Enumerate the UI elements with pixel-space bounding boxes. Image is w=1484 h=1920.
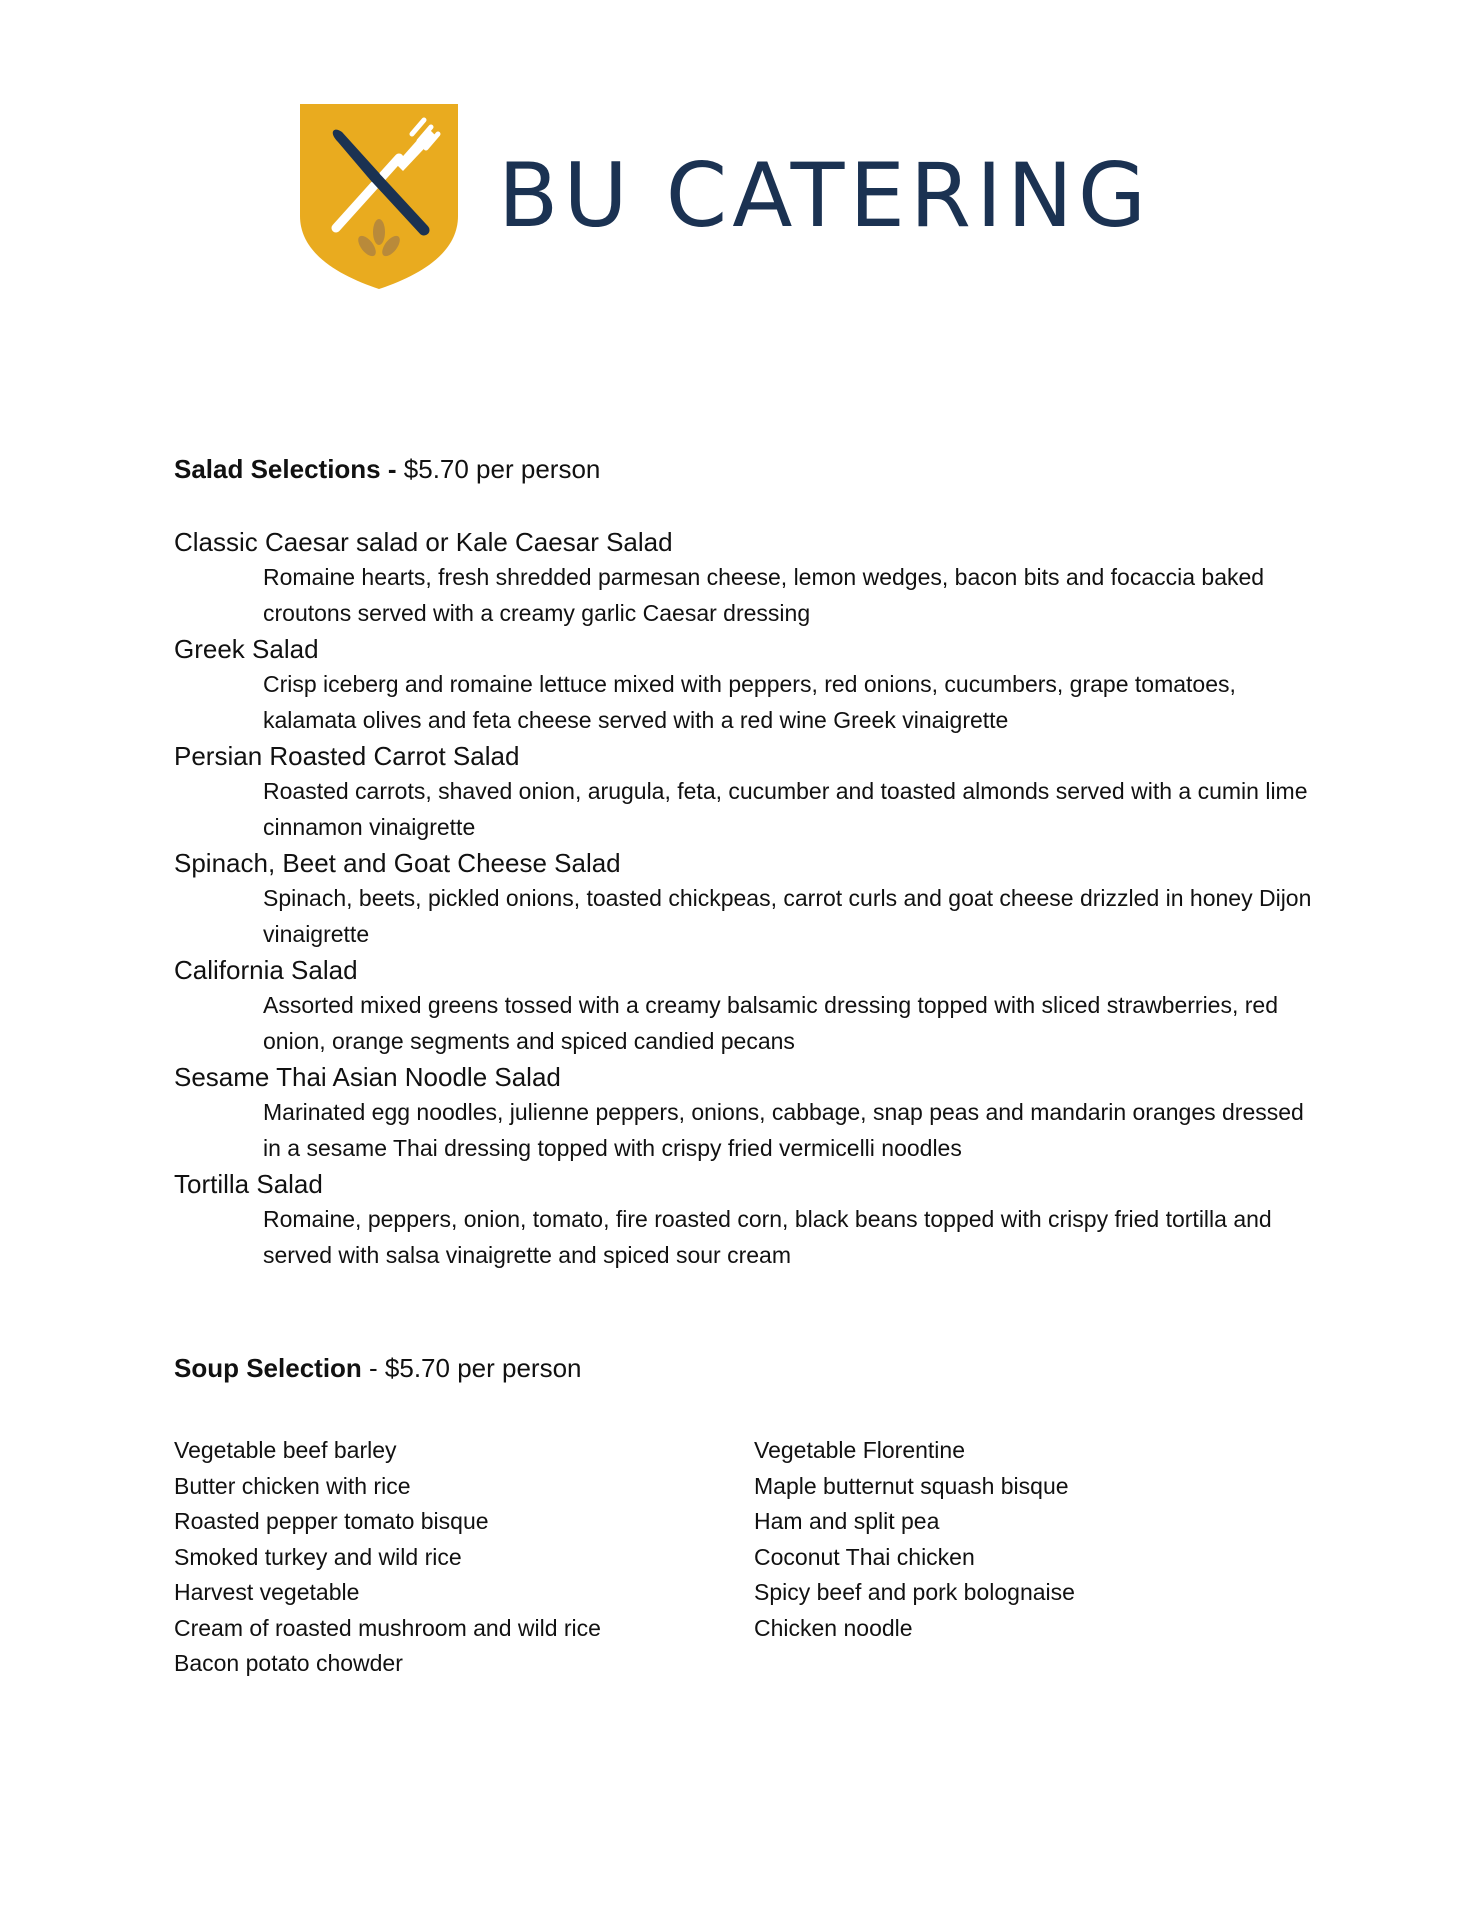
soup-column-right bbox=[754, 1433, 1334, 1682]
soup-item: Cream of roasted mushroom and wild rice bbox=[174, 1614, 601, 1641]
salad-name: Tortilla Salad bbox=[174, 1169, 323, 1199]
salad-item bbox=[174, 524, 1334, 631]
salad-name: Persian Roasted Carrot Salad bbox=[174, 741, 520, 771]
shield-shape bbox=[300, 104, 458, 289]
soup-item: Vegetable beef barley bbox=[174, 1437, 397, 1463]
wheat-leaf bbox=[373, 219, 385, 245]
soup-item: Coconut Thai chicken bbox=[754, 1543, 975, 1570]
salad-description: Crisp iceberg and romaine lettuce mixed with peppers, red onions, cucumbers, grape tomatoes, kalamata olives and feta cheese served with a red wine Greek vinaigrette bbox=[263, 671, 1236, 733]
salad-heading-price: $5.70 per person bbox=[396, 454, 601, 484]
salad-description: Assorted mixed greens tossed with a creamy balsamic dressing topped with sliced strawberries, red onion, orange segments and spiced candied pecans bbox=[263, 992, 1278, 1054]
salad-item bbox=[174, 738, 1334, 845]
brand-name: BU CATERING bbox=[498, 144, 1152, 247]
soup-heading-title: Soup Selection bbox=[174, 1353, 362, 1383]
soup-item: Smoked turkey and wild rice bbox=[174, 1543, 462, 1570]
shield-logo-icon bbox=[300, 104, 458, 289]
soup-item: Harvest vegetable bbox=[174, 1579, 360, 1605]
salad-description: Romaine, peppers, onion, tomato, fire roasted corn, black beans topped with crispy fried tortilla and served with salsa vinaigrette and spiced sour cream bbox=[263, 1206, 1272, 1268]
salad-name: Classic Caesar salad or Kale Caesar Salad bbox=[174, 527, 673, 557]
soup-item: Maple butternut squash bisque bbox=[754, 1472, 1069, 1499]
soup-item: Spicy beef and pork bolognaise bbox=[754, 1579, 1075, 1605]
salad-name: Greek Salad bbox=[174, 634, 319, 664]
soup-heading-price: - $5.70 per person bbox=[361, 1353, 582, 1383]
soup-item: Chicken noodle bbox=[754, 1614, 913, 1641]
soup-item: Butter chicken with rice bbox=[174, 1472, 411, 1499]
salad-section-heading bbox=[174, 450, 1334, 488]
soup-item: Vegetable Florentine bbox=[754, 1437, 965, 1463]
salad-name: California Salad bbox=[174, 955, 358, 985]
menu-content bbox=[174, 450, 1334, 1682]
salad-heading-title: Salad Selections bbox=[174, 454, 381, 484]
soup-section-heading bbox=[174, 1349, 1334, 1387]
salad-item bbox=[174, 631, 1334, 738]
soup-columns bbox=[174, 1433, 1334, 1682]
soup-item: Ham and split pea bbox=[754, 1508, 940, 1534]
salad-item bbox=[174, 1059, 1334, 1166]
salad-item bbox=[174, 1166, 1334, 1273]
soup-column-left bbox=[174, 1433, 754, 1682]
salad-name: Sesame Thai Asian Noodle Salad bbox=[174, 1062, 561, 1092]
soup-item: Bacon potato chowder bbox=[174, 1650, 403, 1676]
salad-description: Roasted carrots, shaved onion, arugula, feta, cucumber and toasted almonds served with a cumin lime cinnamon vinaigrette bbox=[263, 778, 1308, 840]
soup-section bbox=[174, 1349, 1334, 1682]
salad-description: Marinated egg noodles, julienne peppers, onions, cabbage, snap peas and mandarin oranges dressed in a sesame Thai dressing topped with crispy fried vermicelli noodles bbox=[263, 1099, 1304, 1161]
soup-item: Roasted pepper tomato bisque bbox=[174, 1508, 489, 1534]
salad-name: Spinach, Beet and Goat Cheese Salad bbox=[174, 848, 621, 878]
salad-description: Romaine hearts, fresh shredded parmesan cheese, lemon wedges, bacon bits and focaccia baked croutons served with a creamy garlic Caesar dressing bbox=[263, 564, 1265, 626]
salad-item bbox=[174, 845, 1334, 952]
salad-list bbox=[174, 524, 1334, 1273]
salad-description: Spinach, beets, pickled onions, toasted chickpeas, carrot curls and goat cheese drizzled in honey Dijon vinaigrette bbox=[263, 885, 1312, 947]
salad-heading-dash: - bbox=[380, 454, 397, 484]
brand-logo bbox=[300, 104, 1200, 294]
salad-section bbox=[174, 450, 1334, 1273]
salad-item bbox=[174, 952, 1334, 1059]
